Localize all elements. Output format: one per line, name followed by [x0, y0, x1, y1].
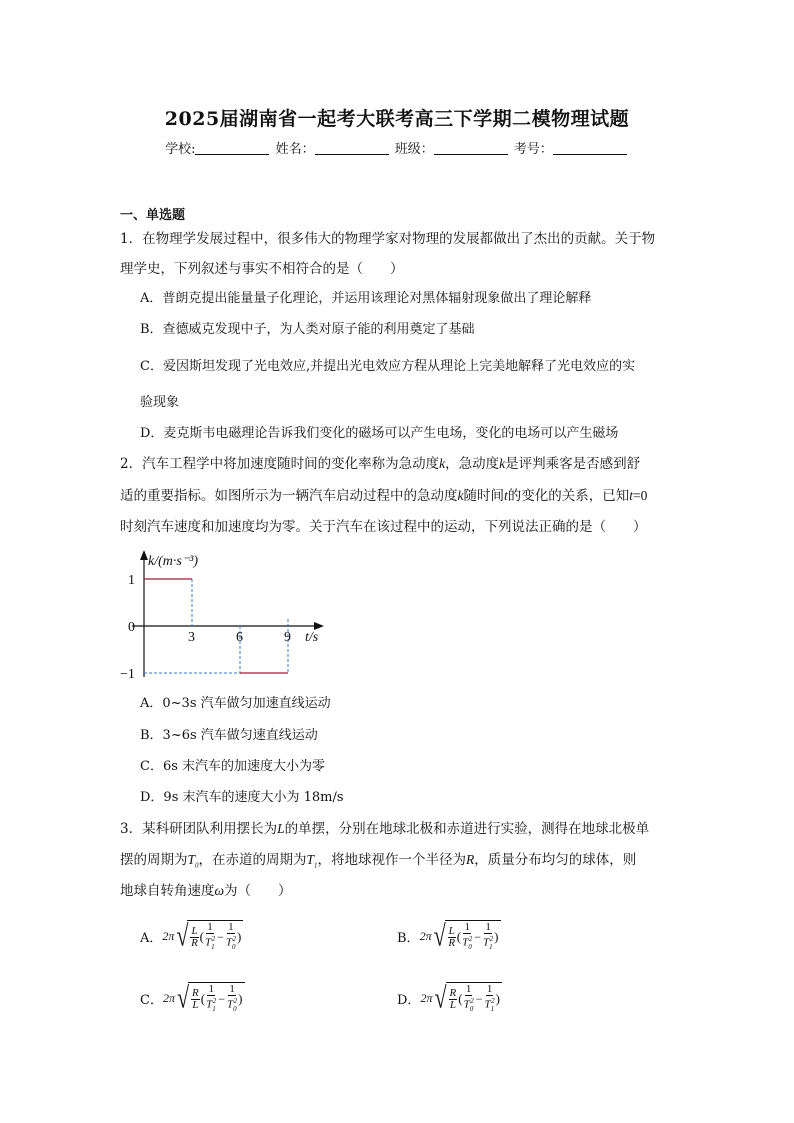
denominator: R — [448, 936, 456, 949]
x-tick-label: 3 — [188, 630, 195, 645]
q1-option-c-line1: C．爱因斯坦发现了光电效应,并提出光电效应方程从理论上完美地解释了光电效应的实 — [140, 359, 636, 374]
fraction — [190, 926, 198, 949]
superscript: 2 — [212, 997, 217, 1005]
fraction — [464, 984, 474, 1015]
two-pi: 2π — [162, 990, 175, 1005]
q3-stem-line2 — [120, 850, 636, 876]
two-pi: 2π — [162, 928, 175, 943]
fraction — [449, 988, 458, 1011]
q3-text: 的单摆，分别在地球北极和赤道进行实验，测得在地球北极单 — [284, 821, 650, 837]
subscript: 0 — [233, 1004, 237, 1013]
q1-stem-line1: 1．在物理学发展过程中，很多伟大的物理学家对物理的发展都做出了杰出的贡献。关于物 — [120, 231, 656, 247]
sqrt-icon: √ — [433, 918, 446, 953]
var-T: T — [204, 936, 212, 949]
minus-sign: − — [217, 929, 224, 944]
q2-stem-line2 — [120, 486, 647, 506]
x-tick-label: 9 — [284, 630, 291, 645]
denominator — [464, 996, 474, 1015]
page-title: 2025届湖南省一起考大联考高三下学期二模物理试题 — [164, 108, 630, 130]
var-T: T — [463, 998, 470, 1011]
numerator: R — [192, 986, 199, 999]
denominator — [205, 934, 215, 953]
var-T: T — [484, 998, 491, 1011]
q1-stem-line2: 理学史，下列叙述与事实不相符合的是（ ） — [120, 261, 404, 277]
q1-option-a: A．普朗克提出能量量子化理论，并运用该理论对黑体辐射现象做出了理论解释 — [140, 291, 592, 306]
q2-option-c: C．6s 末汽车的加速度大小为零 — [140, 759, 326, 774]
superscript: 2 — [468, 935, 473, 943]
q2-text: 的变化的关系，已知 — [507, 488, 630, 504]
var-R: R — [466, 852, 475, 867]
student-info-row — [0, 138, 794, 157]
fraction — [226, 922, 236, 953]
denominator: R — [191, 936, 198, 949]
fraction — [483, 922, 493, 953]
var-T0: T — [187, 852, 196, 867]
y-axis-arrow-icon — [140, 550, 148, 560]
radicand: $\frac{L}{R}$ ( $\frac{1}{T_1^2}$ − $\frac{1}{T_0^2}$ ) — [187, 920, 243, 953]
fraction — [462, 922, 472, 953]
school-blank — [195, 141, 269, 155]
var-T: T — [462, 936, 469, 949]
q3-text: 为（ ） — [224, 883, 292, 899]
var-L: L — [277, 821, 285, 836]
formula — [420, 982, 502, 1015]
var-T: T — [227, 998, 234, 1011]
minus-sign: − — [218, 991, 226, 1006]
fraction — [485, 984, 495, 1015]
superscript: 2 — [232, 935, 236, 943]
var-T: T — [225, 936, 232, 949]
two-pi: 2π — [419, 928, 432, 943]
name-label: 姓名： — [275, 142, 315, 157]
var-T: T — [483, 936, 490, 949]
chart-layer — [120, 550, 324, 682]
superscript: 2 — [233, 997, 238, 1005]
q3-option-b — [397, 920, 501, 953]
q2-option-b: B．3~6s 汽车做匀速直线运动 — [140, 728, 318, 743]
numerator: 1 — [229, 983, 235, 995]
option-label: A． — [140, 930, 163, 946]
superscript: 2 — [211, 935, 216, 943]
y-tick-label: 0 — [128, 620, 135, 635]
class-label: 班级： — [394, 142, 434, 157]
minus-sign: − — [474, 929, 482, 944]
q2-stem-line3: 时刻汽车速度和加速度均为零。关于汽车在该过程中的运动，下列说法正确的是（ ） — [120, 519, 647, 535]
radicand: $\frac{R}{L}$ ( $\frac{1}{T_0^2}$ − $\frac{1}{T_1^2}$ ) — [446, 982, 502, 1015]
q3-option-a — [140, 920, 243, 953]
jerk-time-graph — [118, 545, 348, 685]
option-label: D． — [397, 992, 421, 1008]
q2-stem-line1 — [120, 454, 640, 474]
q3-option-c — [140, 982, 245, 1015]
fraction — [448, 926, 456, 949]
subscript: 1 — [490, 1004, 495, 1013]
denominator — [462, 934, 472, 953]
subscript: 0 — [231, 942, 236, 951]
numerator: 1 — [464, 921, 470, 933]
q3-stem-line1 — [120, 819, 649, 839]
numerator: 1 — [208, 983, 214, 995]
denominator — [226, 934, 236, 953]
sqrt-icon: √ — [434, 980, 447, 1015]
q3-option-d — [397, 982, 502, 1015]
subscript: 1 — [314, 861, 318, 870]
section-heading: 一、单选题 — [120, 208, 186, 223]
radicand: $\frac{R}{L}$ ( $\frac{1}{T_1^2}$ − $\frac{1}{T_0^2}$ ) — [188, 982, 244, 1015]
q2-text: 2．汽车工程学中将加速度随时间的变化率称为急动度 — [120, 456, 440, 472]
superscript: 2 — [470, 997, 474, 1005]
exam-no-label: 考号： — [513, 142, 553, 157]
q1-option-c-line2: 验现象 — [140, 395, 180, 410]
numerator: 1 — [207, 921, 213, 933]
numerator: L — [191, 924, 198, 937]
q3-text: 3．某科研团队利用摆长为 — [120, 821, 278, 837]
var-k: k — [439, 456, 446, 471]
name-blank — [315, 141, 389, 155]
var-t: t — [504, 488, 508, 503]
fraction — [191, 988, 200, 1011]
x-axis-label: t/s — [305, 630, 319, 645]
superscript: 2 — [489, 935, 494, 943]
q2-text: 是评判乘客是否感到舒 — [505, 456, 641, 472]
q3-text: 摆的周期为 — [120, 852, 188, 868]
subscript: 1 — [212, 1004, 216, 1013]
var-T1: T — [306, 852, 315, 867]
denominator: L — [449, 998, 456, 1011]
numerator: L — [448, 924, 455, 937]
q1-option-d: D．麦克斯韦电磁理论告诉我们变化的磁场可以产生电场，变化的电场可以产生磁场 — [140, 426, 619, 441]
formula — [420, 920, 501, 953]
option-label: B． — [397, 930, 420, 946]
numerator: 1 — [465, 983, 472, 995]
y-axis-label: k/(m·s⁻³) — [148, 554, 199, 569]
numerator: R — [449, 986, 457, 999]
q3-text: ，在赤道的周期为 — [198, 852, 307, 868]
var-T: T — [206, 998, 213, 1011]
subscript: 0 — [469, 1004, 474, 1013]
fraction — [206, 984, 216, 1015]
q3-stem-line3 — [120, 881, 292, 901]
q2-text: ，急动度 — [445, 456, 500, 472]
subscript: 1 — [489, 942, 493, 951]
q2-text: 随时间 — [463, 488, 504, 504]
subscript: 1 — [211, 942, 215, 951]
sqrt-icon: √ — [176, 918, 189, 953]
option-label: C． — [140, 992, 163, 1008]
q3-text: ，将地球视作一个半径为 — [317, 852, 467, 868]
y-tick-label: 1 — [128, 573, 135, 588]
x-tick-label: 6 — [236, 630, 243, 645]
denominator — [227, 996, 237, 1015]
var-omega: ω — [214, 883, 225, 898]
superscript: 2 — [491, 997, 495, 1005]
subscript: 0 — [468, 942, 472, 951]
class-blank — [434, 141, 508, 155]
denominator — [483, 934, 493, 953]
radicand: $\frac{L}{R}$ ( $\frac{1}{T_0^2}$ − $\frac{1}{T_1^2}$ ) — [445, 920, 501, 953]
denominator — [206, 996, 216, 1015]
fraction — [205, 922, 215, 953]
var-k: k — [457, 488, 464, 503]
sqrt-icon: √ — [176, 980, 190, 1015]
q1-option-b: B．查德威克发现中子，为人类对原子能的利用奠定了基础 — [140, 322, 475, 337]
minus-sign: − — [475, 991, 483, 1006]
denominator: L — [192, 998, 199, 1011]
y-tick-label: −1 — [120, 667, 135, 682]
numerator: 1 — [228, 921, 234, 933]
x-axis-arrow-icon — [314, 622, 324, 630]
q2-option-a: A．0~3s 汽车做匀加速直线运动 — [140, 696, 331, 711]
q3-text: ，质量分布均匀的球体，则 — [474, 852, 637, 868]
denominator — [485, 996, 495, 1015]
q2-option-d: D．9s 末汽车的速度大小为 18m/s — [140, 790, 344, 805]
formula — [163, 982, 245, 1015]
numerator: 1 — [485, 921, 491, 933]
q2-text: 适的重要指标。如图所示为一辆汽车启动过程中的急动度 — [120, 488, 458, 504]
q3-text: 地球自转角速度 — [120, 883, 215, 899]
eq-zero: =0 — [633, 488, 648, 503]
numerator: 1 — [486, 983, 493, 995]
var-t: t — [629, 488, 634, 503]
school-label: 学校: — [165, 142, 196, 157]
var-k: k — [499, 456, 506, 471]
exam-no-blank — [553, 141, 627, 155]
formula — [162, 920, 243, 953]
fraction — [227, 984, 237, 1015]
subscript: 0 — [195, 861, 199, 870]
two-pi: 2π — [420, 990, 433, 1005]
